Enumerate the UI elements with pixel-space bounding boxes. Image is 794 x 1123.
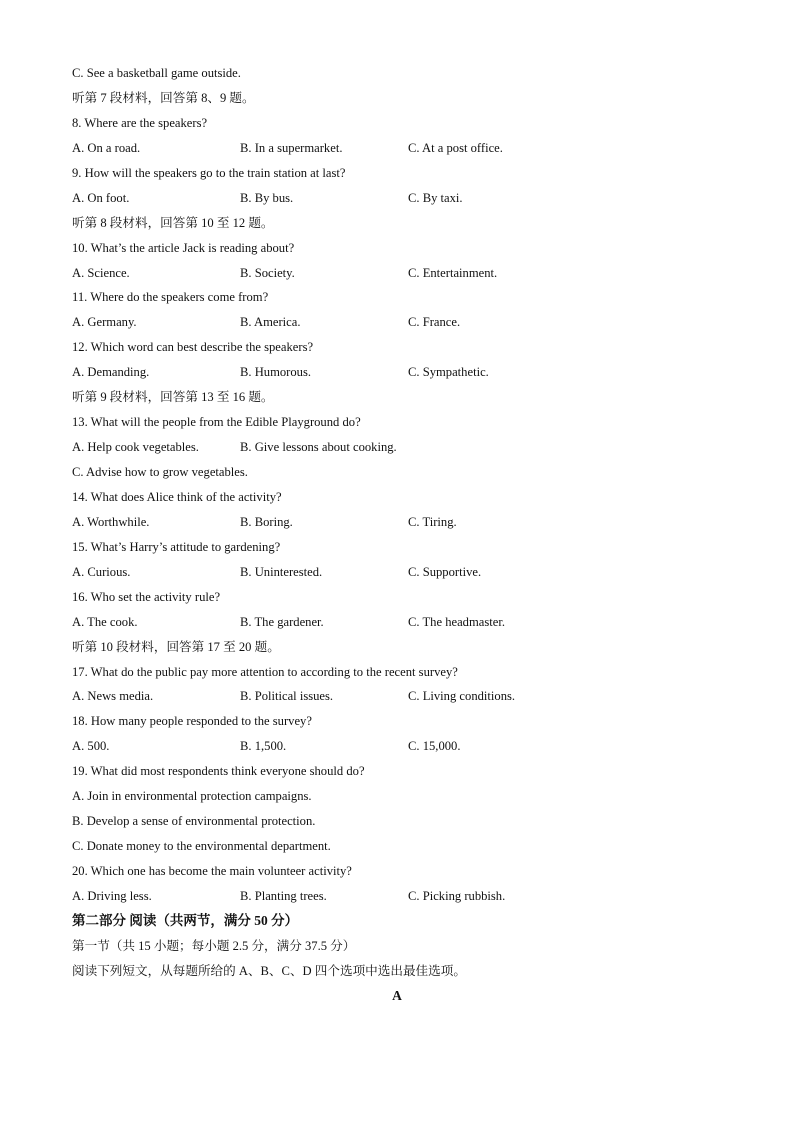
option-c: C. Sympathetic. [408,365,489,380]
option-a: A. Worthwhile. [72,514,150,529]
reading-instruction: 阅读下列短文，从每题所给的 A、B、C、D 四个选项中选出最佳选项。 [72,963,466,978]
option-b: B. Give lessons about cooking. [240,440,397,455]
option-c: C. The headmaster. [408,614,505,629]
question-19: 19. What did most respondents think everyone should do? [72,764,365,779]
section-instruction: 听第 10 段材料，回答第 17 至 20 题。 [72,639,280,654]
option-a: A. News media. [72,689,154,704]
question-15: 15. What’s Harry’s attitude to gardening? [72,539,281,554]
option-c: C. Supportive. [408,564,482,579]
section-instruction: 听第 7 段材料，回答第 8、9 题。 [72,90,255,105]
option-a: A. Driving less. [72,888,152,903]
option-a: A. Curious. [72,564,131,579]
question-9: 9. How will the speakers go to the train station at last? [72,165,346,180]
question-18: 18. How many people responded to the survey? [72,714,312,729]
option-b: B. The gardener. [240,614,324,629]
option-a: A. Germany. [72,315,137,330]
option-c: C. 15,000. [408,739,461,754]
question-8: 8. Where are the speakers? [72,115,208,130]
question-10: 10. What’s the article Jack is reading about? [72,240,295,255]
option-a: A. Demanding. [72,365,150,380]
options-row [72,884,732,909]
option-a: A. Science. [72,265,130,280]
passage-label: A [392,987,402,1003]
options-row [72,560,732,585]
option-c: C. By taxi. [408,190,463,205]
option-a: A. On a road. [72,140,141,155]
question-20: 20. Which one has become the main volunteer activity? [72,864,352,878]
option-b: B. America. [240,315,301,330]
option-c: C. Tiring. [408,514,457,529]
question-11: 11. Where do the speakers come from? [72,290,269,305]
question-13: 13. What will the people from the Edible Playground do? [72,415,361,430]
option-b: B. Uninterested. [240,564,323,579]
option-a: A. Join in environmental protection campaigns. [72,789,312,804]
question-12: 12. Which word can best describe the speakers? [72,340,314,355]
option-b: B. Humorous. [240,365,312,380]
option-a: A. Help cook vegetables. [72,440,199,455]
section-instruction: 听第 9 段材料，回答第 13 至 16 题。 [72,390,274,405]
options-row [72,186,732,211]
option-b: B. Political issues. [240,689,334,704]
text-line: C. Advise how to grow vegetables. [72,465,248,479]
question-17: 17. What do the public pay more attention to according to the recent survey? [72,664,458,679]
option-b: B. By bus. [240,190,294,205]
option-b: B. Boring. [240,514,293,529]
options-row [72,435,732,460]
option-c: C. At a post office. [408,140,503,155]
option-c: C. Picking rubbish. [408,888,506,903]
option-c: C. Entertainment. [408,265,498,280]
options-row [72,510,732,535]
option-a: A. The cook. [72,614,138,629]
option-c: C. Donate money to the environmental department. [72,839,331,854]
text-line: C. See a basketball game outside. [72,66,241,80]
options-row [72,684,732,709]
option-b: B. Develop a sense of environmental protection. [72,814,316,829]
document-content [72,61,732,1009]
options-row [72,310,732,335]
section-instruction: 听第 8 段材料，回答第 10 至 12 题。 [72,215,274,230]
option-b: B. In a supermarket. [240,140,343,155]
options-row [72,610,732,635]
subsection-heading: 第一节（共 15 小题；每小题 2.5 分，满分 37.5 分） [72,938,356,953]
question-16: 16. Who set the activity rule? [72,589,221,604]
option-b: B. Planting trees. [240,888,327,903]
question-14: 14. What does Alice think of the activity? [72,489,282,504]
options-row [72,261,732,286]
options-row [72,360,732,385]
options-row [72,734,732,759]
part-heading: 第二部分 阅读（共两节，满分 50 分） [72,912,299,928]
option-c: C. France. [408,315,461,330]
option-c: C. Living conditions. [408,689,516,704]
option-b: B. 1,500. [240,739,287,754]
options-row [72,136,732,161]
option-b: B. Society. [240,265,295,280]
option-a: A. 500. [72,739,110,754]
option-a: A. On foot. [72,190,130,205]
